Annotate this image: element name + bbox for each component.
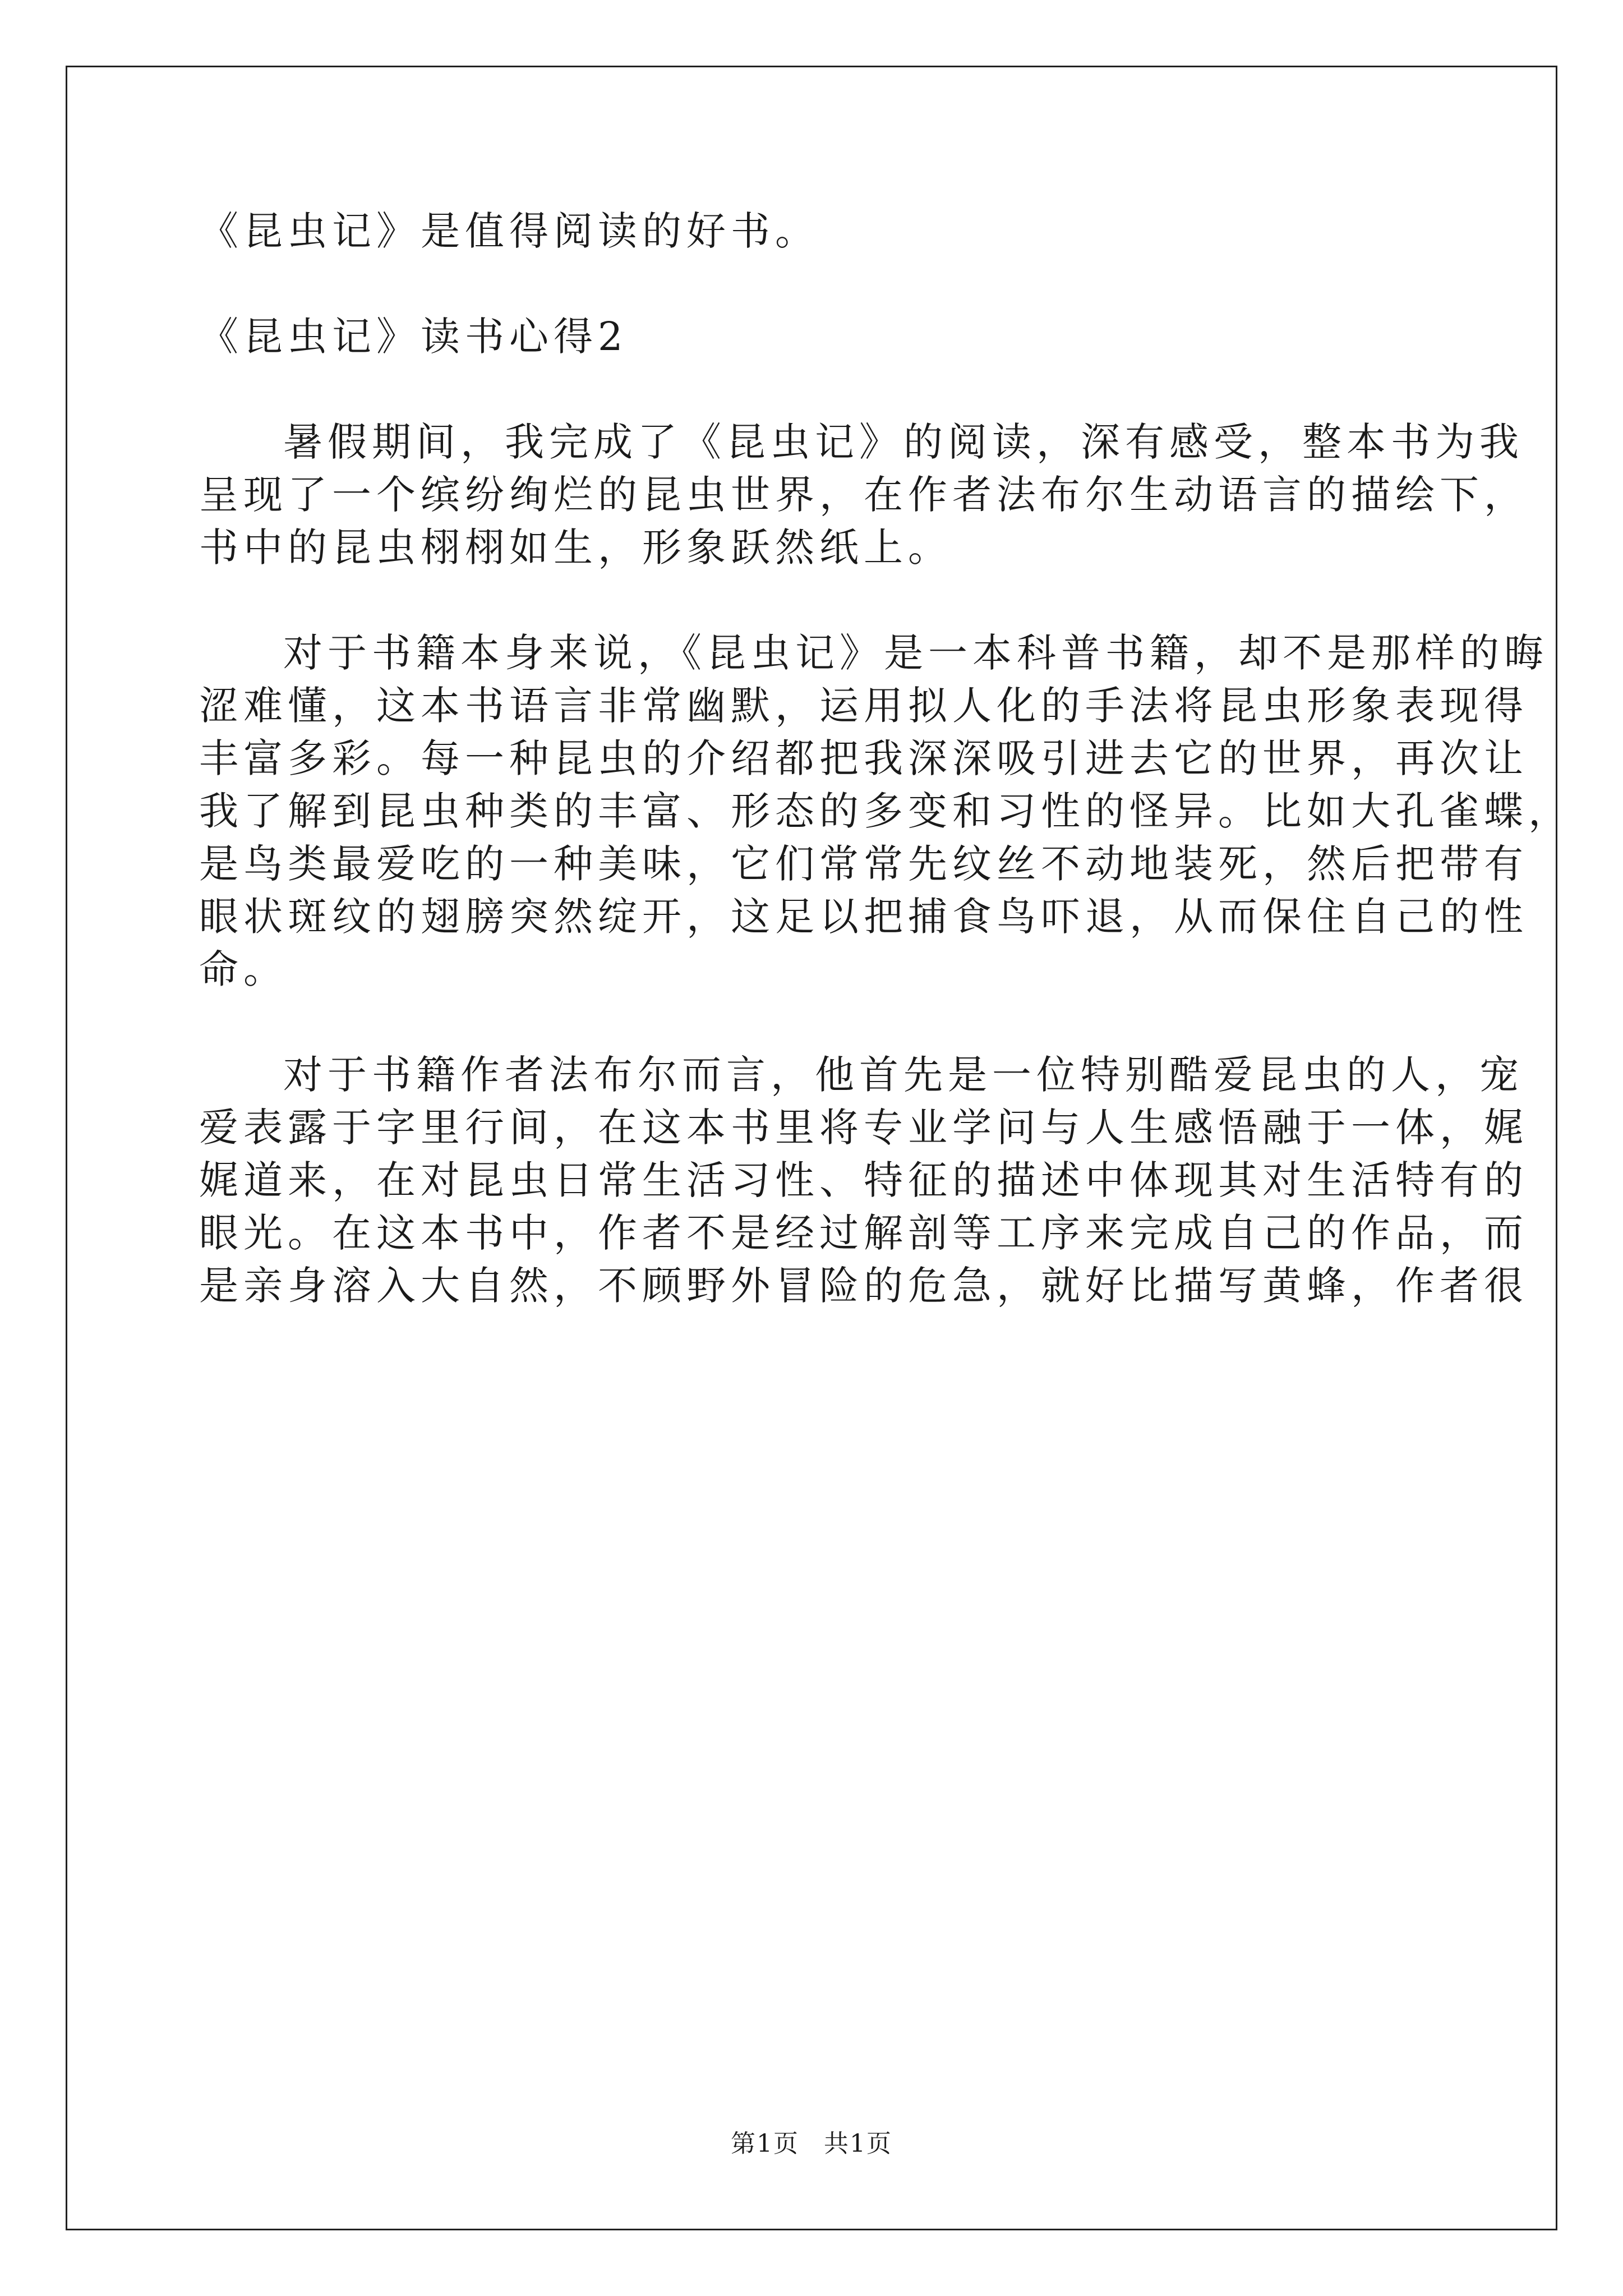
text-line: 娓道来，在对昆虫日常生活习性、特征的描述中体现其对生活特有的 (199, 1157, 1528, 1203)
heading-line: 《昆虫记》读书心得2 (199, 314, 628, 360)
paragraph-book-itself (199, 627, 1573, 996)
page-total: 共1页 (824, 2129, 892, 2158)
text-line: 眼光。在这本书中，作者不是经过解剖等工序来完成自己的作品，而 (199, 1210, 1528, 1256)
page-footer (0, 2127, 1623, 2161)
text-line: 书中的昆虫栩栩如生，形象跃然纸上。 (199, 524, 952, 570)
paragraph-closing-line (199, 205, 1433, 257)
text-line: 丰富多彩。每一种昆虫的介绍都把我深深吸引进去它的世界，再次让 (199, 735, 1528, 781)
text-line: 是鸟类最爱吃的一种美味，它们常常先纹丝不动地装死，然后把带有 (199, 841, 1528, 887)
document-body (199, 205, 1573, 1365)
page-number: 第1页 (731, 2129, 799, 2158)
text-line: 眼状斑纹的翅膀突然绽开，这足以把捕食鸟吓退，从而保住自己的性 (199, 894, 1528, 940)
paragraph-author (199, 1048, 1528, 1312)
text-line: 《昆虫记》是值得阅读的好书。 (199, 208, 819, 254)
text-line: 对于书籍作者法布尔而言，他首先是一位特别酷爱昆虫的人，宠 (283, 1052, 1524, 1098)
text-line: 呈现了一个缤纷绚烂的昆虫世界，在作者法布尔生动语言的描绘下， (199, 472, 1528, 518)
text-line: 涩难懂，这本书语言非常幽默，运用拟人化的手法将昆虫形象表现得 (199, 683, 1528, 729)
text-line: 对于书籍本身来说，《昆虫记》是一本科普书籍，却不是那样的晦 (283, 630, 1548, 676)
section-title (199, 310, 1433, 363)
text-line: 命。 (199, 946, 288, 992)
text-line: 暑假期间，我完成了《昆虫记》的阅读，深有感受，整本书为我 (283, 419, 1524, 465)
text-line: 我了解到昆虫种类的丰富、形态的多变和习性的怪异。比如大孔雀蝶， (199, 788, 1573, 834)
text-line: 是亲身溶入大自然，不顾野外冒险的危急，就好比描写黄蜂，作者很 (199, 1263, 1528, 1309)
paragraph-intro (199, 416, 1528, 574)
text-line: 爱表露于字里行间，在这本书里将专业学问与人生感悟融于一体，娓 (199, 1105, 1528, 1151)
